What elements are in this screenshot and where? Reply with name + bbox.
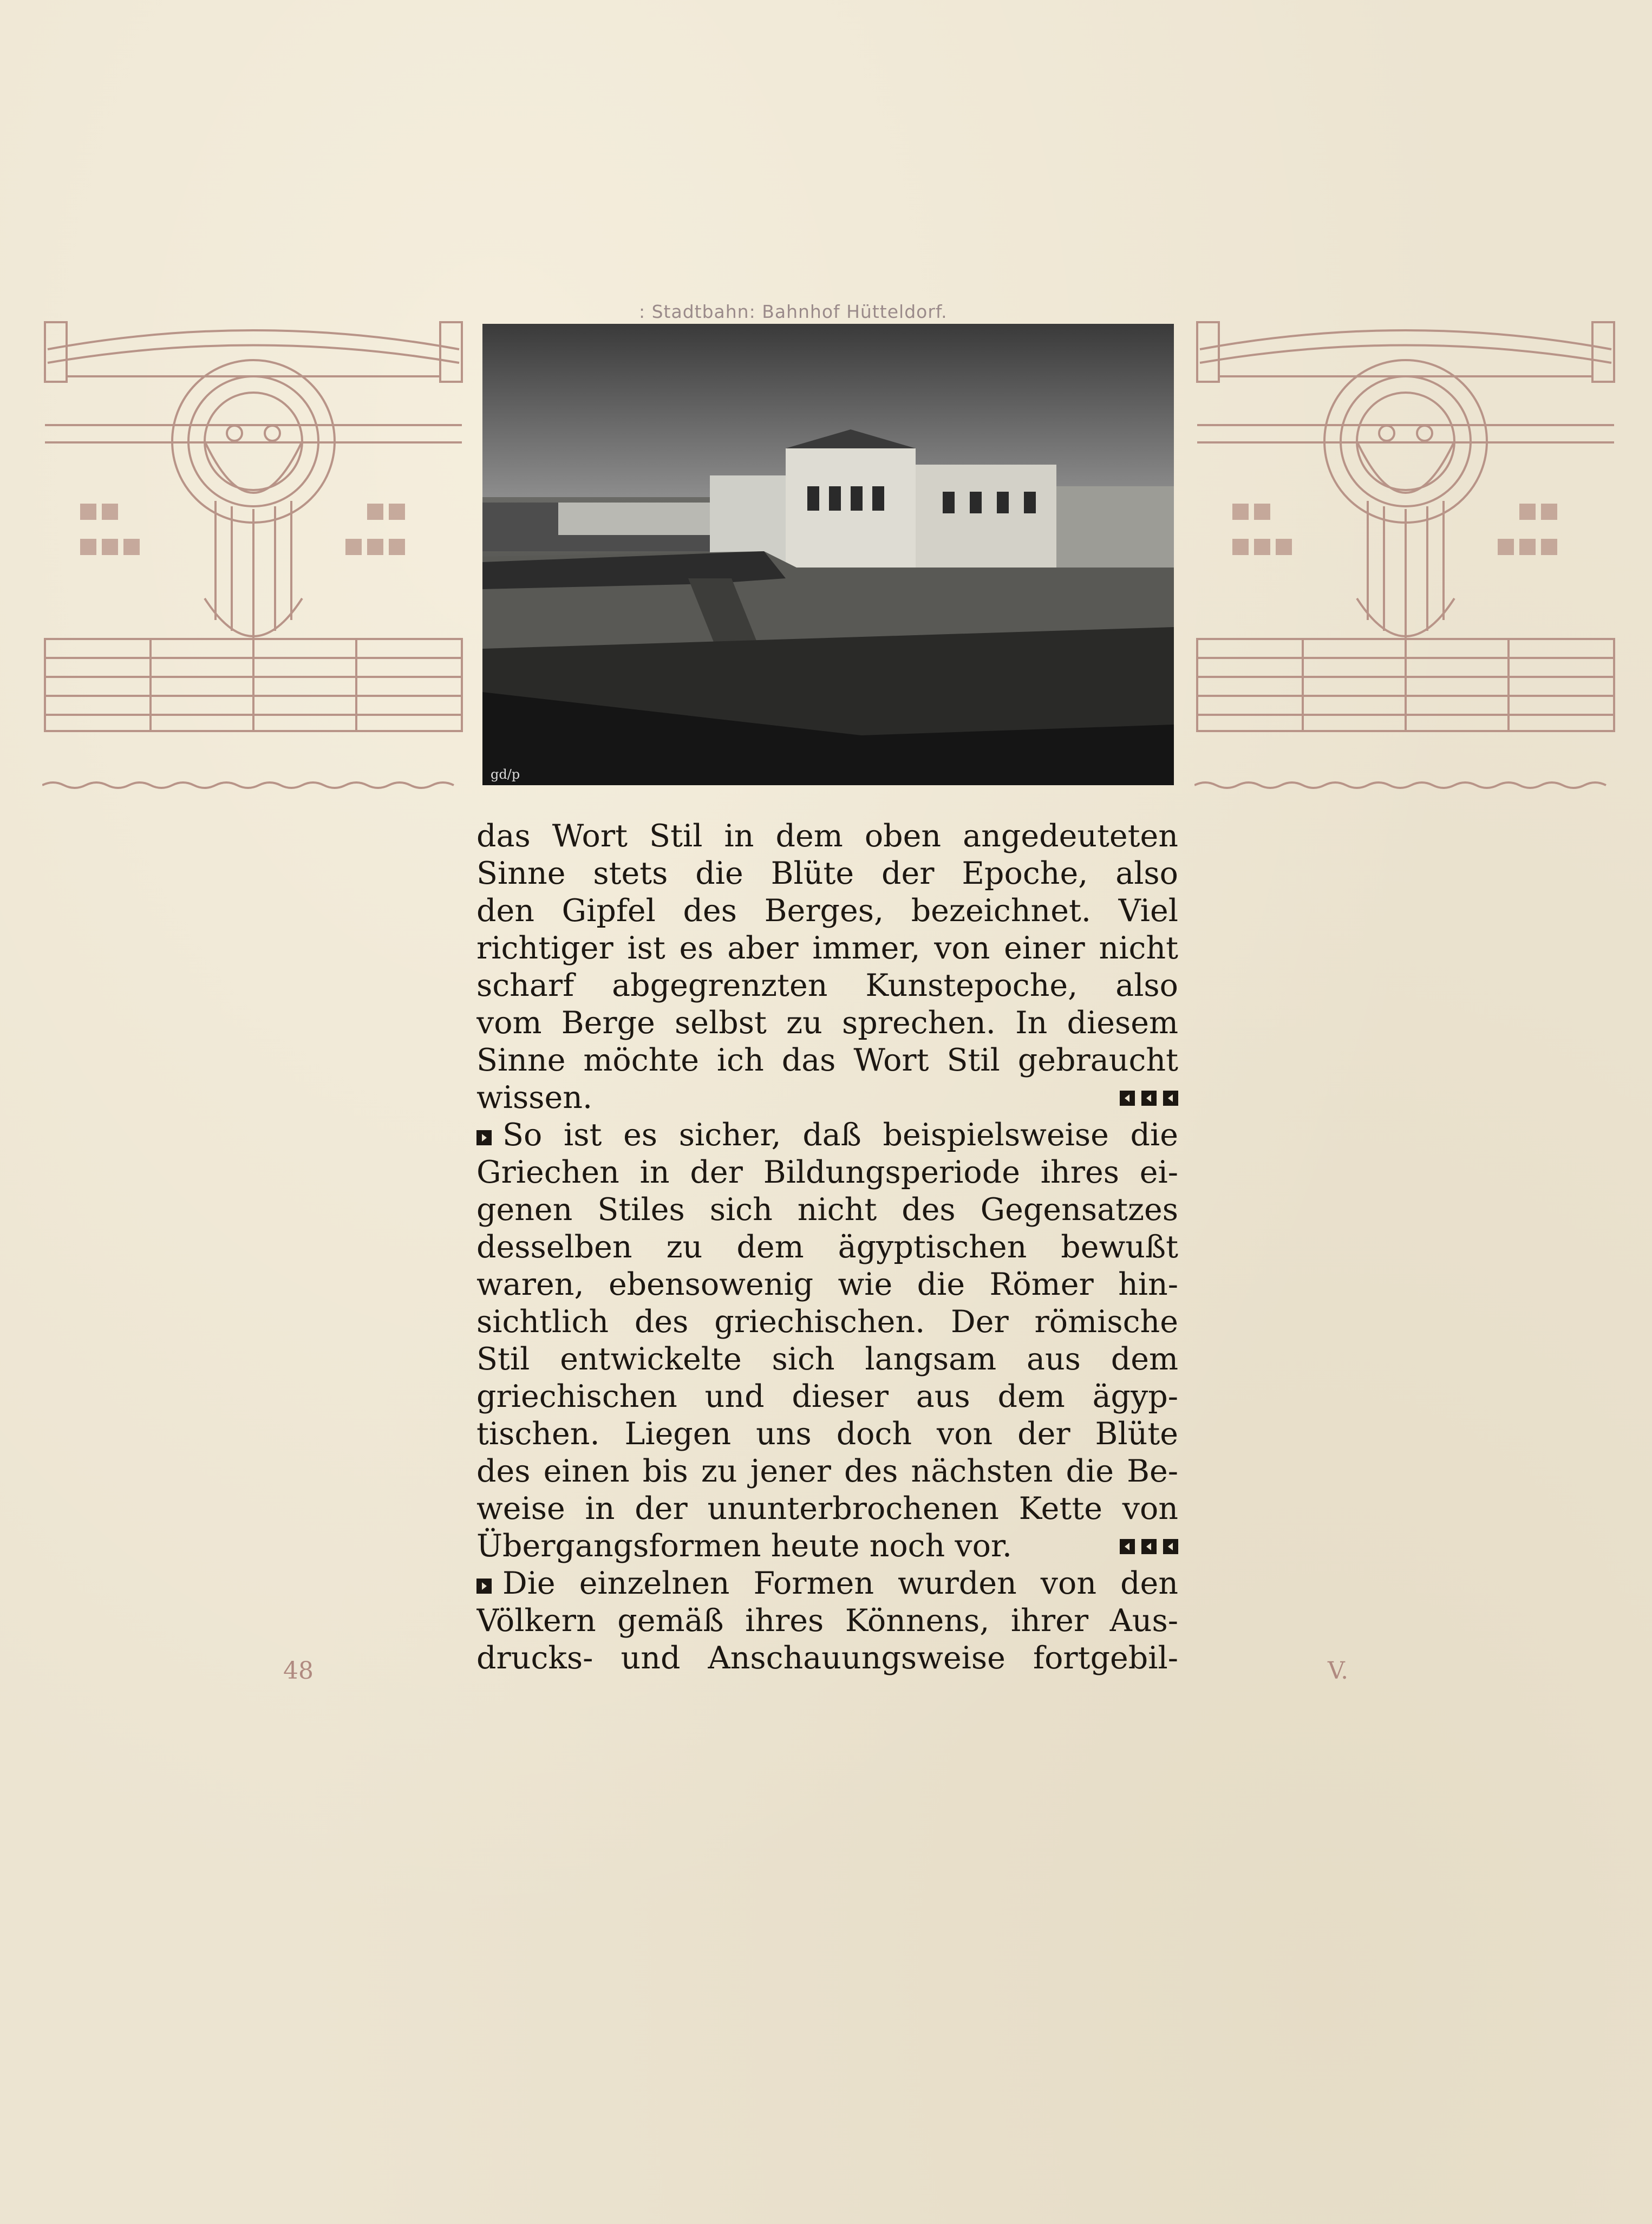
section-mark: V.	[1328, 1657, 1349, 1685]
text-line: genen Stiles sich nicht des Gegensatzes	[476, 1192, 1178, 1228]
text-line: scharf abgegrenzten Kunstepoche, also	[476, 968, 1178, 1003]
photo-signature: gd/p	[491, 767, 520, 782]
paragraph-start-ornament-icon	[476, 1579, 492, 1594]
text-line: So ist es sicher, daß beispielsweise die	[502, 1117, 1178, 1153]
text-line: Griechen in der Bildungsperiode ihres ei-	[476, 1155, 1178, 1190]
text-line: Stil entwickelte sich langsam aus dem	[476, 1341, 1178, 1377]
text-line: drucks- und Anschauungsweise fortgebil-	[476, 1640, 1178, 1676]
text-line: den Gipfel des Berges, bezeichnet. Viel	[476, 893, 1178, 929]
paragraph-start-line	[476, 1565, 1178, 1602]
text-line: Sinne möchte ich das Wort Stil gebraucht	[476, 1042, 1178, 1078]
photo-caption: : Stadtbahn: Bahnhof Hütteldorf.	[639, 301, 948, 322]
paragraph-end-line	[476, 1528, 1178, 1565]
text-line: vom Berge selbst zu sprechen. In diesem	[476, 1005, 1178, 1041]
lion-ornament-right	[1194, 317, 1617, 793]
station-photograph	[482, 324, 1174, 785]
text-line: griechischen und dieser aus dem ägyp-	[476, 1379, 1178, 1414]
lion-ornament-left	[42, 317, 465, 793]
text-line: sichtlich des griechischen. Der römische	[476, 1304, 1178, 1340]
square-ornament-icon	[1141, 1091, 1157, 1106]
text-line: waren, ebensowenig wie die Römer hin-	[476, 1267, 1178, 1302]
text-line: weise in der ununterbrochenen Kette von	[476, 1491, 1178, 1527]
square-ornament-icon	[1163, 1091, 1178, 1106]
text-line: das Wort Stil in dem oben angedeuteten	[476, 818, 1178, 854]
text-line: tischen. Liegen uns doch von der Blüte	[476, 1416, 1178, 1452]
paragraph-start-line	[476, 1117, 1178, 1154]
paragraph-end-ornament	[1120, 1091, 1178, 1106]
square-ornament-icon	[1141, 1539, 1157, 1554]
text-line: richtiger ist es aber immer, von einer nicht	[476, 930, 1178, 966]
square-ornament-icon	[1120, 1091, 1135, 1106]
text-line: Übergangsformen heute noch vor.	[476, 1528, 1013, 1564]
body-text	[476, 818, 1178, 1677]
text-line: wissen.	[476, 1080, 593, 1116]
text-line: Die einzelnen Formen wurden von den	[502, 1566, 1178, 1601]
text-line: Sinne stets die Blüte der Epoche, also	[476, 856, 1178, 891]
text-line: desselben zu dem ägyptischen bewußt	[476, 1229, 1178, 1265]
square-ornament-icon	[1163, 1539, 1178, 1554]
text-line: des einen bis zu jener des nächsten die Be-	[476, 1453, 1178, 1489]
paragraph-end-ornament	[1120, 1539, 1178, 1554]
paragraph-start-ornament-icon	[476, 1130, 492, 1145]
text-line: Völkern gemäß ihres Könnens, ihrer Aus-	[476, 1603, 1178, 1639]
page-number: 48	[283, 1657, 314, 1685]
paragraph-end-line	[476, 1079, 1178, 1117]
square-ornament-icon	[1120, 1539, 1135, 1554]
